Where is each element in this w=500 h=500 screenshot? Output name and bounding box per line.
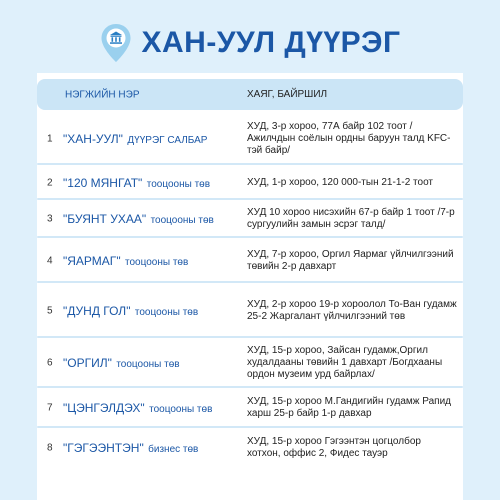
column-header-address: ХАЯГ, БАЙРШИЛ	[247, 88, 328, 100]
table-row	[37, 165, 463, 200]
table-header	[37, 79, 463, 110]
row-number: 3	[47, 213, 53, 225]
branch-address: ХУД, 2-р хороо 19-р хороолол То-Ван гудамж 25-2 Жаргалант үйлчилгээний төв	[247, 298, 457, 322]
row-number: 2	[47, 177, 53, 188]
column-header-name: НЭГЖИЙН НЭР	[65, 89, 140, 100]
branch-address: ХУД, 3-р хороо, 77А байр 102 тоот / Ажилчдын соёлын ордны баруун талд KFC-тэй байр/	[247, 121, 451, 156]
branch-name: "ГЭГЭЭНТЭН" бизнес төв	[63, 441, 199, 455]
branch-address: ХУД, 15-р хороо, Зайсан гудамж,Оргил худалдааны төвийн 1 давхарт /Богдхааны ордон музеим урд байрлах/	[247, 345, 443, 380]
table-row	[37, 283, 463, 338]
branch-name: "БУЯНТ УХАА" тооцооны төв	[63, 212, 214, 226]
branch-address: ХУД, 15-р хороо М.Гандигийн гудамж Рапид харш 25-р байр 1-р давхар	[247, 396, 451, 419]
row-number: 1	[47, 133, 53, 145]
branch-name: "ЦЭНГЭЛДЭХ" тооцооны төв	[63, 401, 213, 415]
table-row	[37, 200, 463, 238]
row-number: 5	[47, 305, 53, 316]
table-row	[37, 238, 463, 283]
header	[0, 18, 500, 68]
branch-address: ХУД, 7-р хороо, Оргил Яармаг үйлчилгээний төвийн 2-р давхарт	[247, 248, 454, 272]
row-number: 4	[47, 255, 53, 266]
branch-address: ХУД, 15-р хороо Гэгээнтэн цогцолбор хотхон, оффис 2, Фидес тауэр	[247, 436, 421, 459]
row-number: 6	[47, 357, 53, 369]
table-row	[37, 428, 463, 468]
branch-name: "ОРГИЛ" тооцооны төв	[63, 356, 180, 370]
table-row	[37, 338, 463, 388]
table-row	[37, 113, 463, 165]
branch-address: ХУД 10 хороо нисэхийн 67-р байр 1 тоот /7-р сургуулийн замын эсрэг талд/	[247, 207, 455, 230]
row-number: 8	[47, 442, 53, 454]
page-title: ХАН-УУЛ ДҮҮРЭГ	[141, 26, 401, 59]
branch-name: "ЯАРМАГ" тооцооны төв	[63, 253, 189, 268]
branch-address: ХУД, 1-р хороо, 120 000-тын 21-1-2 тоот	[247, 176, 434, 188]
branch-name: "ХАН-УУЛ" ДҮҮРЭГ САЛБАР	[63, 132, 208, 146]
branch-name: "ДУНД ГОЛ" тооцооны төв	[63, 303, 199, 318]
location-pin-bank-icon	[100, 23, 132, 63]
table-row	[37, 388, 463, 428]
branch-name: "120 МЯНГАТ" тооцооны төв	[63, 175, 211, 190]
branch-table	[37, 73, 463, 500]
row-number: 7	[47, 402, 53, 414]
